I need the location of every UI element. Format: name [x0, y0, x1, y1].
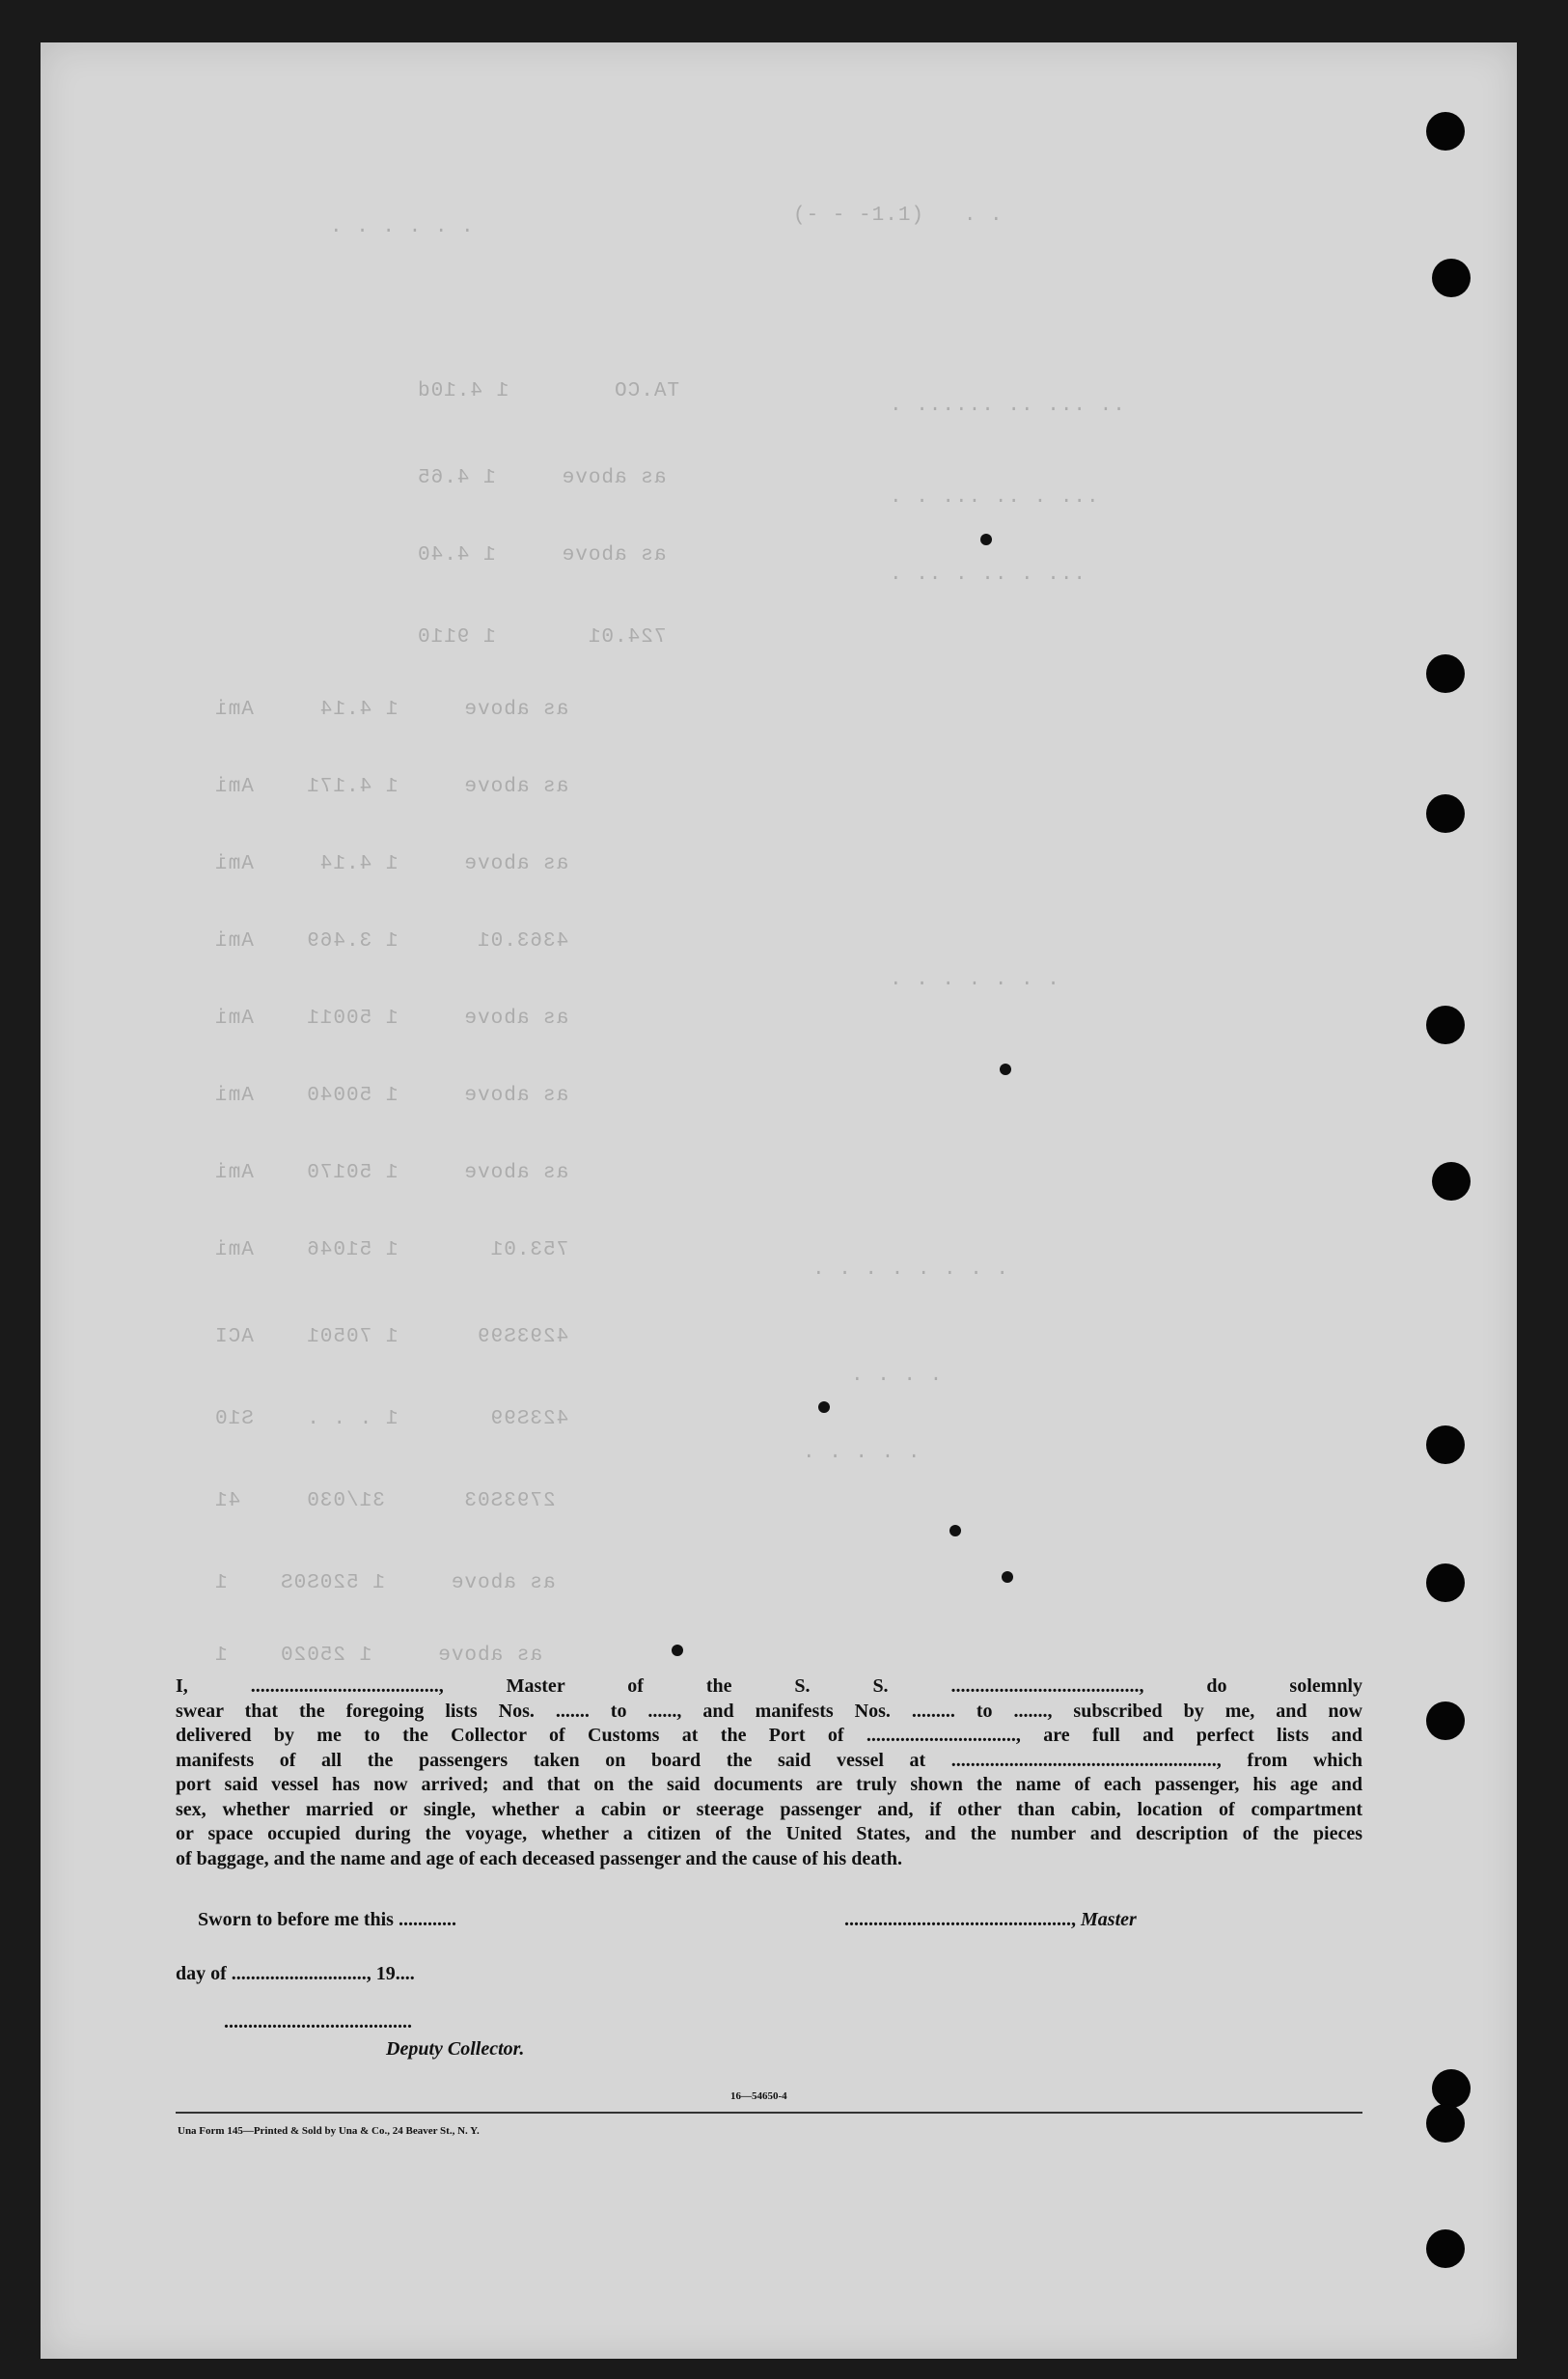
- punch-hole: [1426, 1425, 1465, 1464]
- punch-hole: [1426, 1563, 1465, 1602]
- oath-line: or space occupied during the voyage, whether a citizen of the United States, and the number and description of the pieces: [176, 1823, 1362, 1844]
- bleed-through-text: . . ... .. . ...: [890, 486, 1100, 509]
- oath-line: delivered by me to the Collector of Customs at the Port of ..............................., are full and perfect lists and: [176, 1725, 1362, 1746]
- bleed-through-text: 4293S99 1 70501 ACI: [214, 1326, 569, 1348]
- bleed-through-text: as above 1 4.171 Ami: [214, 776, 569, 798]
- ink-dot: [1000, 1064, 1011, 1075]
- bleed-through-text: 2793S03 31/030 41: [214, 1490, 556, 1512]
- punch-hole: [1426, 2229, 1465, 2268]
- ink-dot: [672, 1645, 683, 1656]
- master-signature-line: [844, 1909, 1137, 1931]
- bleed-through-text: as above 1 4.40: [417, 544, 667, 567]
- master-dots: ...............................................,: [844, 1909, 1076, 1930]
- deputy-signature-line: .......................................: [224, 2011, 412, 2033]
- oath-line: swear that the foregoing lists Nos. ....... to ......, and manifests Nos. ......... to ......., subscribed by me, and now: [176, 1700, 1362, 1722]
- printer-imprint: Una Form 145—Printed & Sold by Una & Co., 24 Beaver St., N. Y.: [178, 2125, 480, 2137]
- bleed-through-text: as above 1 50170 Ami: [214, 1162, 569, 1184]
- bleed-through-text: . . . . . . . .: [812, 1259, 1010, 1281]
- bleed-through-text: 724.01 1 9110: [417, 626, 667, 649]
- punch-hole: [1432, 1162, 1471, 1201]
- oath-line: of baggage, and the name and age of each deceased passenger and the cause of his death.: [176, 1847, 902, 1869]
- punch-hole: [1426, 1006, 1465, 1044]
- bleed-through-text: as above 1 520S0S 1: [214, 1572, 556, 1594]
- sworn-line: Sworn to before me this ............: [198, 1909, 456, 1930]
- bleed-through-text: 4363.01 1 3.469 Ami: [214, 930, 569, 953]
- punch-hole: [1426, 112, 1465, 151]
- ink-dot: [980, 534, 992, 545]
- deputy-collector-label: Deputy Collector.: [386, 2038, 525, 2060]
- oath-line: port said vessel has now arrived; and that on the said documents are truly shown the name of each passenger, his age and: [176, 1774, 1362, 1795]
- bleed-through-text: as above 1 4.14 Ami: [214, 699, 569, 721]
- ink-dot: [818, 1401, 830, 1413]
- master-label: Master: [1081, 1909, 1137, 1930]
- oath-paragraph: [176, 1674, 1362, 1871]
- punch-hole: [1426, 654, 1465, 693]
- bleed-through-text: . . . . .: [803, 1442, 922, 1464]
- punch-hole: [1426, 794, 1465, 833]
- punch-hole: [1432, 2069, 1471, 2108]
- bleed-through-text: TA.CO 1 4.10d: [417, 380, 680, 402]
- bleed-through-text: as above 1 4.14 Ami: [214, 853, 569, 875]
- bleed-through-text: 423S99 1 . . . S10: [214, 1408, 569, 1430]
- punch-hole: [1432, 259, 1471, 297]
- oath-line: sex, whether married or single, whether a cabin or steerage passenger and, if other than cabin, location of compartment: [176, 1798, 1362, 1820]
- punch-hole: [1426, 2104, 1465, 2143]
- bleed-through-text: . . . . . .: [330, 216, 475, 238]
- day-of-line: day of ............................, 19....: [176, 1963, 415, 1984]
- ink-dot: [1002, 1571, 1013, 1583]
- bleed-through-text: as above 1 50011 Ami: [214, 1008, 569, 1030]
- bleed-through-text: . . . . . . .: [890, 969, 1060, 991]
- oath-line: I, ......................................., Master of the S. S. ......................................., do solemnly: [176, 1675, 1362, 1697]
- bleed-through-text: . . . .: [851, 1365, 944, 1387]
- bleed-through-text: 753.01 1 51046 Ami: [214, 1239, 569, 1261]
- bleed-through-text: as above 1 4.65: [417, 467, 667, 489]
- bleed-through-text: . .. . .. . ...: [890, 564, 1087, 586]
- bleed-through-text: as above 1 25020 1: [214, 1645, 543, 1667]
- bleed-through-text: as above 1 50040 Ami: [214, 1085, 569, 1107]
- bleed-through-text: (- - -1.1) . .: [793, 205, 1004, 227]
- footer-rule: [176, 2112, 1362, 2114]
- oath-line: manifests of all the passengers taken on board the said vessel at ......................................................., from which: [176, 1749, 1362, 1771]
- punch-hole: [1426, 1701, 1465, 1740]
- ink-dot: [949, 1525, 961, 1536]
- form-number: 16—54650-4: [730, 2090, 787, 2102]
- bleed-through-text: . ...... .. ... ..: [890, 395, 1126, 417]
